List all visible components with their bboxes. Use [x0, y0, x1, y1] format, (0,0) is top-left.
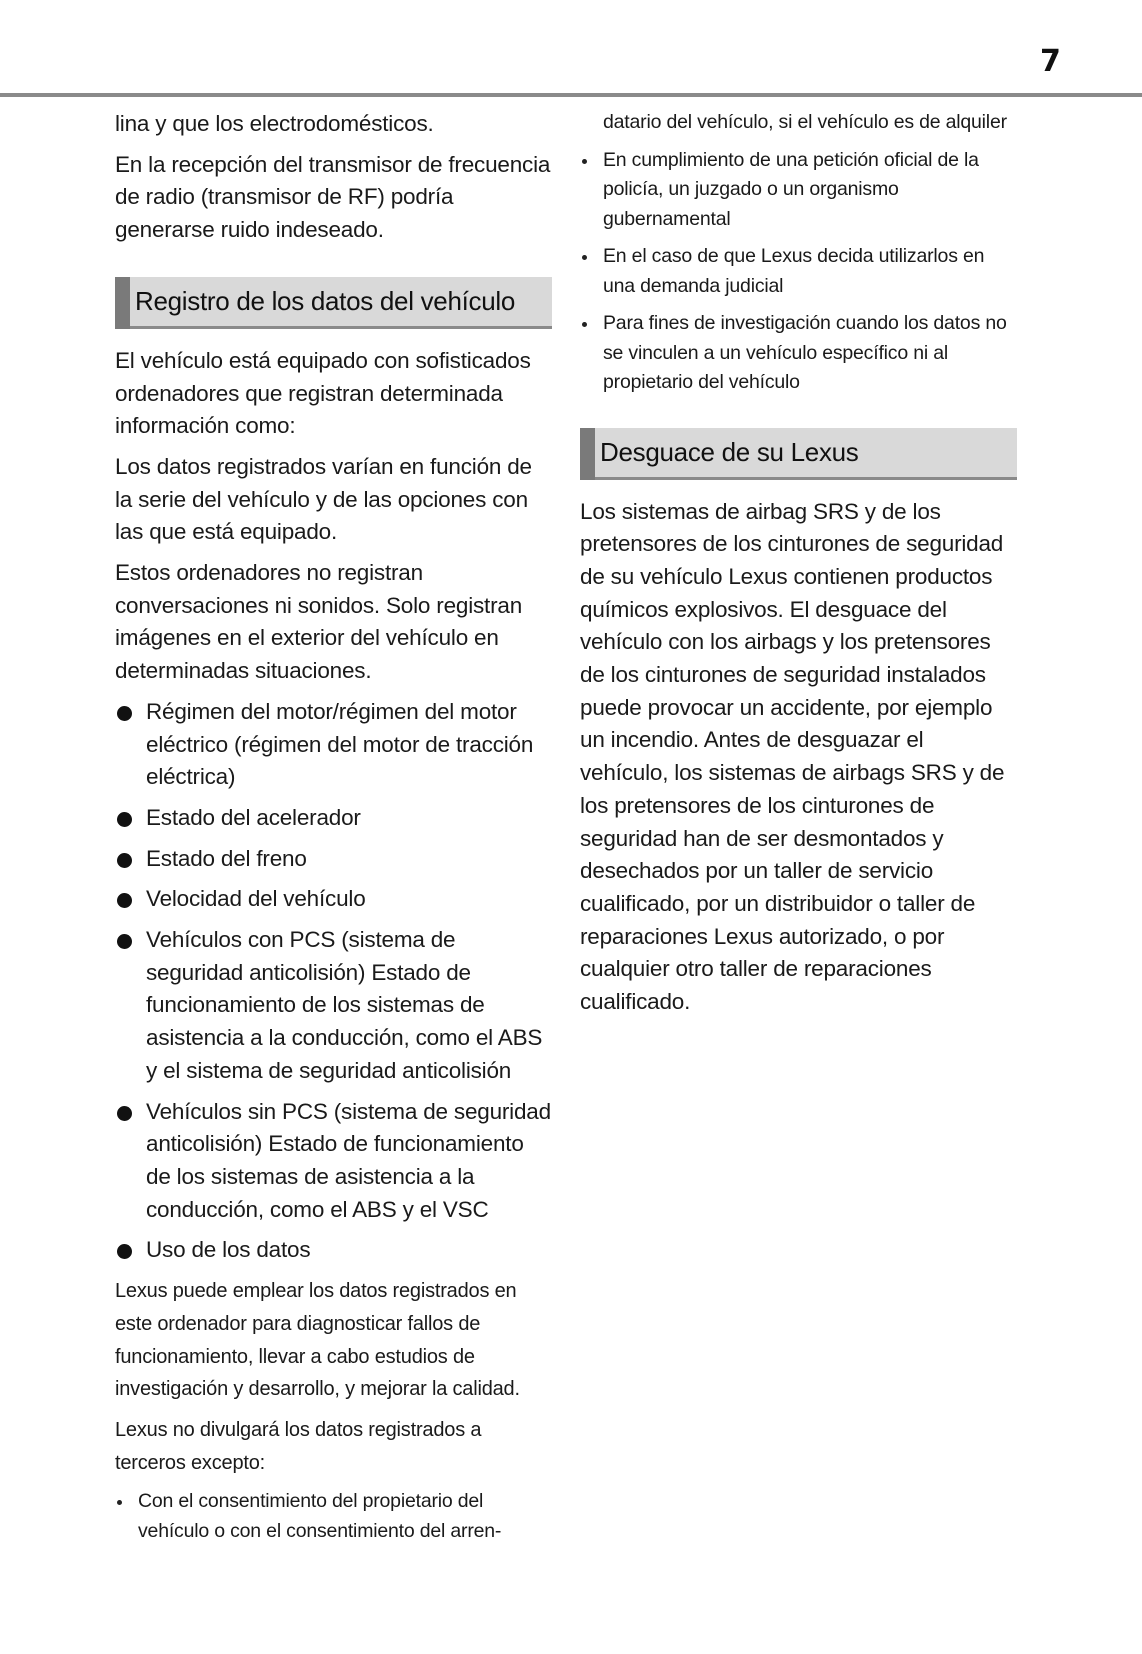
page-number: 7 [1040, 44, 1061, 79]
list-item [115, 696, 552, 794]
left-column [115, 108, 552, 1554]
list-item-text: Estado del freno [146, 845, 307, 871]
right-column [580, 108, 1017, 1027]
section-heading-scrapping [580, 428, 1017, 480]
bullet-dot-icon [117, 934, 132, 949]
list-item [115, 1234, 552, 1267]
list-item-text: Con el consentimiento del propietario del vehículo o con el consentimiento del arren- [138, 1490, 502, 1542]
exceptions-list [580, 146, 1017, 398]
section-heading-text: Registro de los datos del vehículo [135, 285, 516, 316]
usage-paragraph: Lexus no divulgará los datos registrados a terceros excepto: [115, 1418, 482, 1474]
bullet-dot-icon [117, 1244, 132, 1259]
list-item-text: Para fines de investigación cuando los datos no se vinculen a un vehículo específico ni al propietario del vehículo [603, 312, 1007, 393]
header-rule [0, 93, 1142, 97]
body-paragraph: El vehículo está equipado con sofisticados ordenadores que registran determinada información como: [115, 347, 531, 439]
list-item [115, 924, 552, 1088]
usage-paragraph: Lexus puede emplear los datos registrados en este ordenador para diagnosticar fallos de funcionamiento, llevar a cabo estudios de investigación y desarrollo, y mejorar la calidad. [115, 1280, 520, 1401]
bullet-dot-icon [117, 706, 132, 721]
exceptions-list-start [115, 1487, 552, 1546]
recorded-data-list [115, 696, 552, 1267]
bullet-small-dot-icon [582, 159, 587, 164]
bullet-small-dot-icon [582, 255, 587, 260]
list-item-text: Vehículos sin PCS (sistema de seguridad anticolisión) Estado de funcionamiento de los sistemas de asistencia a la conducción, como el ABS y el VSC [146, 1098, 551, 1222]
list-item [115, 843, 552, 876]
list-item-text: Uso de los datos [146, 1237, 311, 1263]
body-paragraph: Los datos registrados varían en función de la serie del vehículo y de las opciones con las que está equipado. [115, 453, 532, 545]
bullet-dot-icon [117, 853, 132, 868]
bullet-dot-icon [117, 1106, 132, 1121]
bullet-dot-icon [117, 812, 132, 827]
section-heading-text: Desguace de su Lexus [600, 436, 859, 467]
list-item-text: Régimen del motor/régimen del motor eléctrico (régimen del motor de tracción eléctrica) [146, 698, 534, 790]
bullet-small-dot-icon [582, 322, 587, 327]
list-item [580, 146, 1017, 235]
list-item [115, 1096, 552, 1227]
list-item-text: Estado del acelerador [146, 804, 361, 830]
body-paragraph: Estos ordenadores no registran conversaciones ni sonidos. Solo registran imágenes en el exterior del vehículo en determinadas situaciones. [115, 560, 523, 684]
intro-paragraph: lina y que los electrodomésticos. [115, 111, 434, 136]
intro-paragraph: En la recepción del transmisor de frecuencia de radio (transmisor de RF) podría generarse ruido indeseado. [115, 151, 551, 243]
list-item [115, 802, 552, 835]
list-item-text: En cumplimiento de una petición oficial de la policía, un juzgado o un organismo gubernamental [603, 148, 979, 230]
list-item-text: Velocidad del vehículo [146, 886, 366, 912]
list-item-text: En el caso de que Lexus decida utilizarlos en una demanda judicial [603, 245, 985, 297]
list-item [580, 309, 1017, 398]
body-paragraph: Los sistemas de airbag SRS y de los pretensores de los cinturones de seguridad de su vehículo Lexus contienen productos químicos explosivos. El desguace del vehículo con los airbags y los pretensores de los cinturones de seguridad instalados puede provocar un accidente, por ejemplo un incendio. Antes de desguazar el vehículo, los sistemas de airbags SRS y de los pretensores de los cinturones de seguridad han de ser desmontados y desechados por un taller de servicio cualificado, por un distribuidor o taller de reparaciones Lexus autorizado, o por cualquier otro taller de reparaciones cualificado. [580, 498, 1005, 1015]
section-heading-vehicle-data [115, 277, 552, 329]
list-item [580, 242, 1017, 301]
list-item [115, 1487, 552, 1546]
list-item [115, 883, 552, 916]
exception-continuation: datario del vehículo, si el vehículo es de alquiler [603, 111, 1007, 133]
bullet-small-dot-icon [117, 1500, 122, 1505]
bullet-dot-icon [117, 893, 132, 908]
list-item-text: Vehículos con PCS (sistema de seguridad anticolisión) Estado de funcionamiento de los sistemas de asistencia a la conducción, como el ABS y el sistema de seguridad anticolisión [146, 927, 543, 1083]
